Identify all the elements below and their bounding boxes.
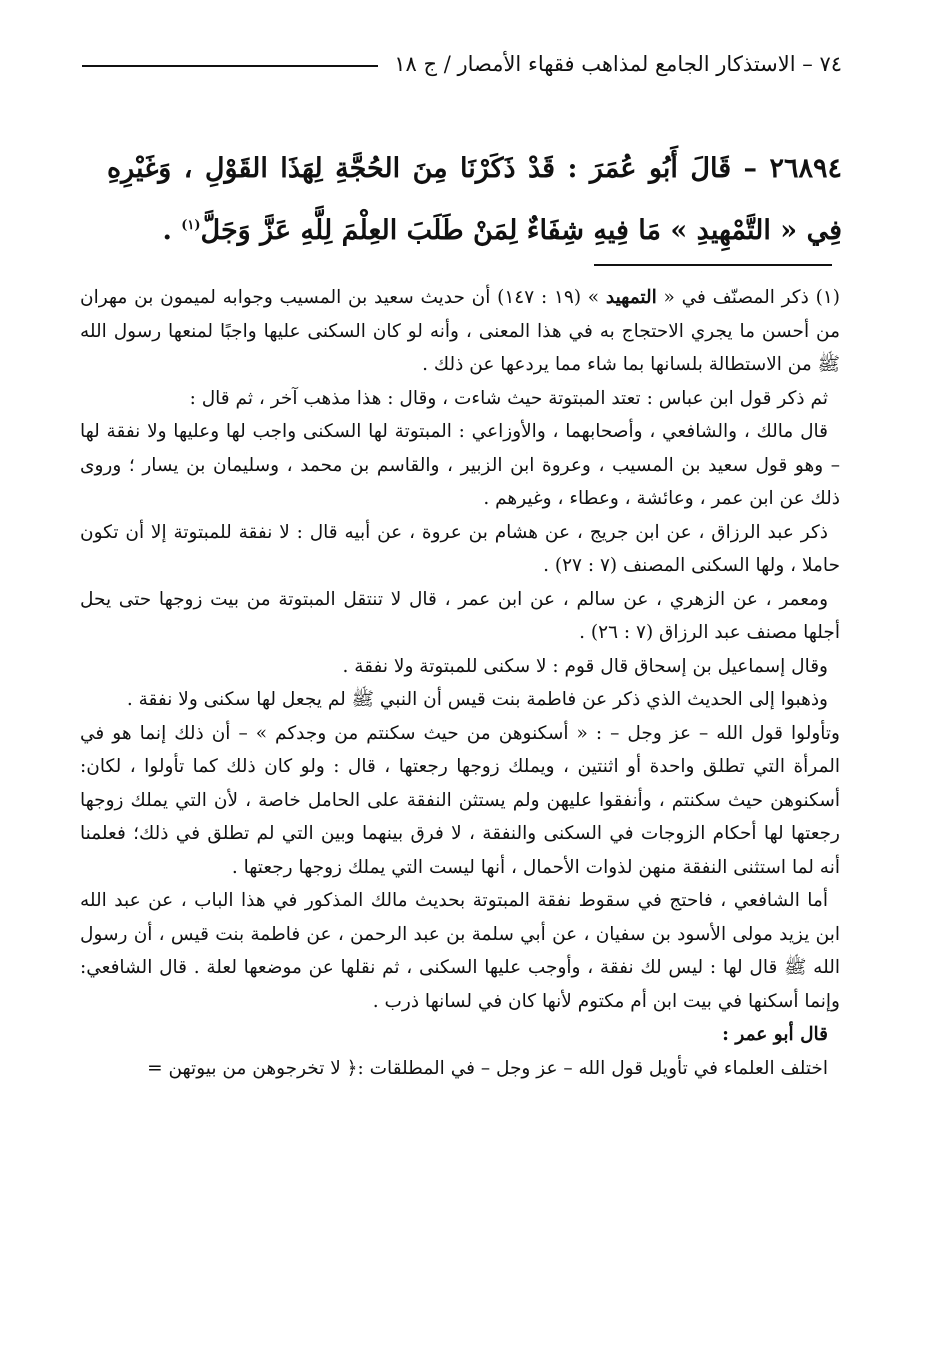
footnote-paragraph: قال مالك ، والشافعي ، وأصحابهما ، والأوزاعي : المبتوتة لها السكنى واجب لها وعليها ولا نفقة لها – وهو قول سعيد بن المسيب ، وعروة ابن الزبير ، والقاسم بن محمد ، وسليمان بن يسار ؛ وروى ذلك عن ابن عمر ، وعائشة ، وعطاء ، وغيرهم . xyxy=(80,421,840,509)
footnote-paragraph-continued: اختلف العلماء في تأويل قول الله – عز وجل – في المطلقات :﴿ لا تخرجوهن من بيوتهن = xyxy=(147,1057,828,1079)
footnote-paragraph: وذهبوا إلى الحديث الذي ذكر عن فاطمة بنت قيس أن النبي ﷺ لم يجعل لها سكنى ولا نفقة . xyxy=(126,689,828,710)
footnote-1: (١) ذكر المصنّف في « التمهيد » (١٩ : ١٤٧) أن حديث سعيد بن المسيب وجوابه لميمون بن مهران من أحسن ما يجري الاحتجاج به في هذا المعنى ، وأنه لو كان السكنى عليها واجبًا لمنعها رسول الله ﷺ من الاستطالة بلسانها بما شاء مما يردعها عن ذلك . xyxy=(80,287,840,375)
running-header xyxy=(82,52,842,76)
main-paragraph: ٢٦٨٩٤ – قَالَ أَبُو عُمَرَ : قَدْ ذَكَرْنَا مِنَ الحُجَّةِ لِهَذَا القَوْلِ ، وَغَيْرِهِ فِي « التَّمْهِيدِ » مَا فِيهِ شِفَاءٌ لِمَنْ طَلَبَ العِلْمَ لِلَّهِ عَزَّ وَجَلَّ$^{(١)}$ . xyxy=(107,153,842,246)
main-text xyxy=(107,138,842,262)
footnote-subheading: قال أبو عمر : xyxy=(722,1024,828,1045)
footnote-paragraph: ذكر عبد الرزاق ، عن ابن جريج ، عن هشام بن عروة ، عن أبيه قال : لا نفقة للمبتوتة إلا أن تكون حاملا ، ولها السكنى المصنف (٧ : ٢٧) . xyxy=(80,521,840,576)
footnote-paragraph: ومعمر ، عن الزهري ، عن سالم ، عن ابن عمر ، قال لا تنتقل المبتوتة من بيت زوجها حتى يحل أجلها مصنف عبد الرزاق (٧ : ٢٦) . xyxy=(80,588,840,643)
footnote-ref-1[interactable]: (١) xyxy=(181,218,201,233)
footnote-paragraph: أما الشافعي ، فاحتج في سقوط نفقة المبتوتة بحديث مالك المذكور في هذا الباب ، عن عبد الله ابن يزيد مولى الأسود بن سفيان ، عن أبي سلمة بن عبد الرحمن ، عن فاطمة بنت قيس ، أن رسول الله ﷺ قال لها : ليس لك نفقة ، وأوجب عليها السكنى ، ثم نقلها عن موضعها لعلة . قال الشافعي: وإنما أسكنها في بيت ابن أم مكتوم لأنها كان في لسانها ذرب . xyxy=(80,890,840,1012)
footnote-paragraph: ثم ذكر قول ابن عباس : تعتد المبتوتة حيث شاءت ، وقال : هذا مذهب آخر ، ثم قال : xyxy=(189,387,828,409)
footnote-paragraph: وقال إسماعيل بن إسحاق قال قوم : لا سكنى للمبتوتة ولا نفقة . xyxy=(342,655,828,677)
footnote-paragraph: وتأولوا قول الله – عز وجل – : « أسكنوهن من حيث سكنتم من وجدكم » – أن ذلك إنما هو في المرأة التي تطلق واحدة أو اثنتين ، ويملك زوجها رجعتها ، قال : ولو كان ذلك كما تأولوا ، لكان: أسكنوهن حيث سكنتم ، وأنفقوا عليهن ولم يستثن النفقة على الحامل خاصة ، لأن التي يملك زوجها رجعتها لها أحكام الزوجات في السكنى والنفقة ، لا فرق بينهما وبين التي لم تطلق في ذلك؛ فعلمنا أنه لما استثنى النفقة منهن لذوات الأحمال ، أنها ليست التي يملك زوجها رجعتها . xyxy=(80,722,840,878)
main-body: : قَدْ ذَكَرْنَا مِنَ الحُجَّةِ لِهَذَا القَوْلِ ، وَغَيْرِهِ فِي « التَّمْهِيدِ » مَا فِيهِ شِفَاءٌ لِمَنْ طَلَبَ العِلْمَ لِلَّهِ عَزَّ وَجَلَّ xyxy=(107,153,842,246)
footnotes xyxy=(80,281,840,1085)
header-rule xyxy=(82,65,378,67)
header-title: ٧٤ – الاستذكار الجامع لمذاهب فقهاء الأمصار / ج ١٨ xyxy=(394,52,842,76)
footnote-separator xyxy=(594,264,832,266)
paragraph-number: ٢٦٨٩٤ xyxy=(769,153,842,184)
speaker-label: قَالَ أَبُو عُمَرَ xyxy=(589,153,732,184)
book-title: التمهيد xyxy=(605,287,657,308)
